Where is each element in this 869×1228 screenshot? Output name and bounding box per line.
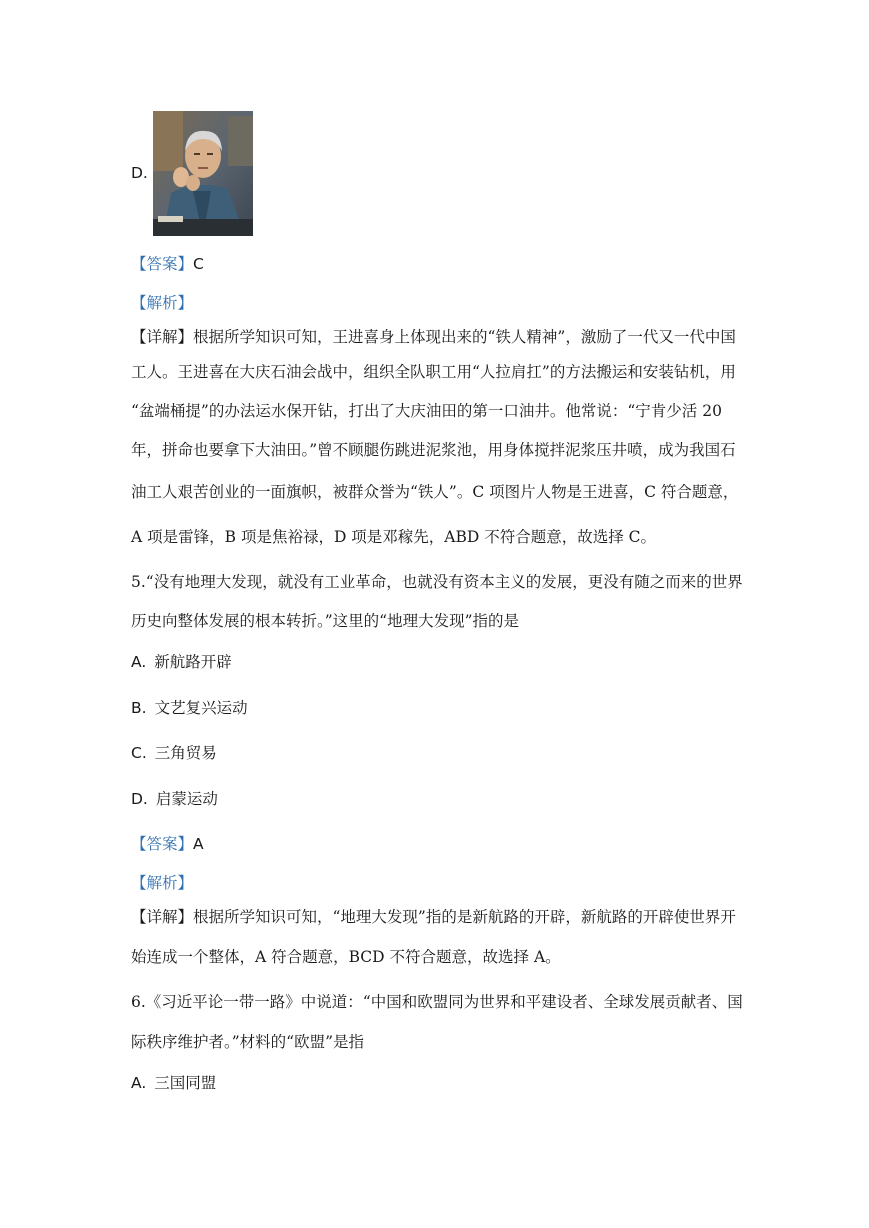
answer-value: A — [193, 835, 204, 853]
option-a — [131, 652, 232, 672]
portrait-photo — [153, 111, 253, 236]
question-stem: 6.《习近平论一带一路》中说道：“中国和欧盟同为世界和平建设者、全球发展贡献者、国 — [131, 993, 743, 1011]
detail-line: 【详解】根据所学知识可知，“地理大发现”指的是新航路的开辟，新航路的开辟使世界开 — [131, 908, 736, 926]
option-label: B. — [131, 699, 147, 717]
option-text: 三国同盟 — [154, 1074, 217, 1092]
answer-line-q4 — [131, 254, 204, 274]
option-label: A. — [131, 653, 147, 671]
detail-line: 【详解】根据所学知识可知，王进喜身上体现出来的“铁人精神”，激励了一代又一代中国 — [131, 328, 736, 346]
answer-tag: 【答案】 — [131, 835, 194, 853]
question-stem: 历史向整体发展的根本转折。”这里的“地理大发现”指的是 — [131, 612, 520, 630]
portrait-image — [153, 111, 253, 236]
detail-line: 年，拼命也要拿下大油田。”曾不顾腿伤跳进泥浆池，用身体搅拌泥浆压井喷，成为我国石 — [131, 441, 736, 459]
detail-line: 工人。王进喜在大庆石油会战中，组织全队职工用“人拉肩扛”的方法搬运和安装钻机，用 — [131, 363, 736, 381]
detail-line: A 项是雷锋，B 项是焦裕禄，D 项是邓稼先，ABD 不符合题意，故选择 C。 — [131, 528, 657, 546]
detail-line: 油工人艰苦创业的一面旗帜，被群众誉为“铁人”。C 项图片人物是王进喜，C 符合题意， — [131, 483, 739, 501]
option-text: 文艺复兴运动 — [154, 699, 248, 717]
option-label: D. — [131, 790, 148, 808]
option-text: 启蒙运动 — [155, 790, 218, 808]
analysis-tag: 【解析】 — [131, 294, 194, 312]
answer-line-q5 — [131, 834, 204, 854]
question-stem: 际秩序维护者。”材料的“欧盟”是指 — [131, 1033, 365, 1051]
answer-value: C — [193, 255, 204, 273]
option-text: 新航路开辟 — [154, 653, 232, 671]
question-stem: 5.“没有地理大发现，就没有工业革命，也就没有资本主义的发展，更没有随之而来的世界 — [131, 573, 743, 591]
option-a — [131, 1073, 216, 1093]
option-d — [131, 789, 218, 809]
option-text: 三角贸易 — [154, 744, 217, 762]
option-d-label: D. — [131, 164, 148, 182]
answer-tag: 【答案】 — [131, 255, 194, 273]
option-label: C. — [131, 744, 147, 762]
option-b — [131, 698, 248, 718]
analysis-tag: 【解析】 — [131, 874, 194, 892]
option-c — [131, 743, 217, 763]
detail-line: 始连成一个整体，A 符合题意，BCD 不符合题意，故选择 A。 — [131, 948, 561, 966]
detail-line: “盆端桶提”的办法运水保开钻，打出了大庆油田的第一口油井。他常说：“宁肯少活 20 — [131, 402, 722, 420]
option-label: A. — [131, 1074, 147, 1092]
